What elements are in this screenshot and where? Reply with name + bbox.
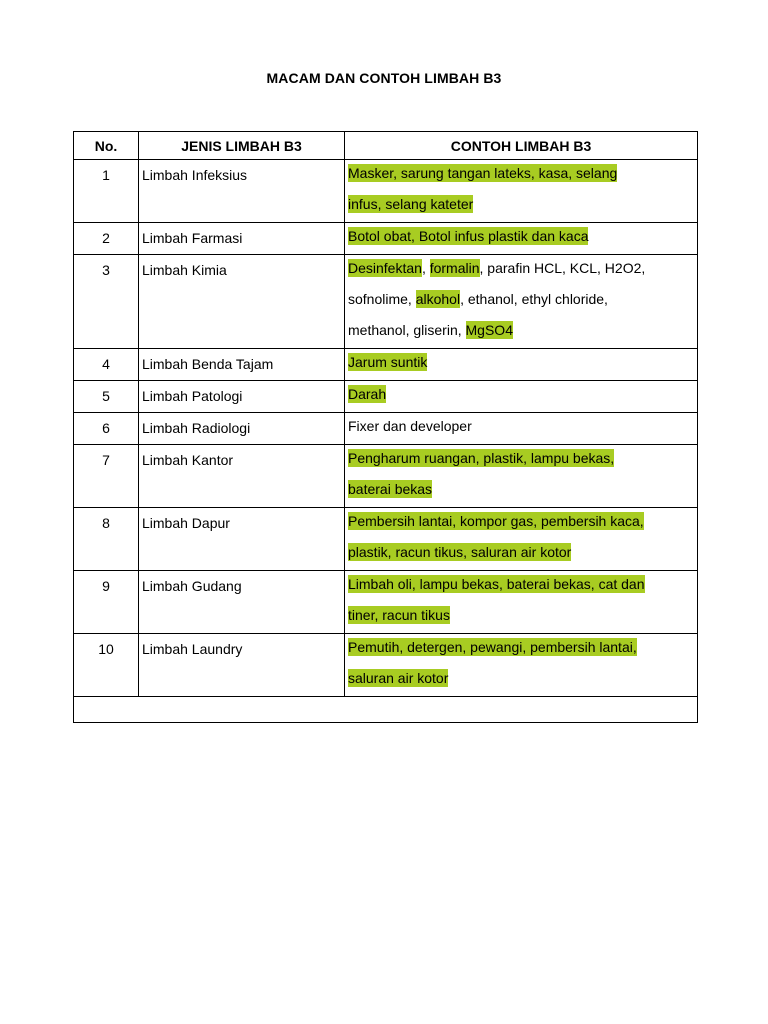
header-jenis-limbah: JENIS LIMBAH B3	[139, 132, 345, 160]
table-row	[74, 508, 698, 571]
cell-no: 2	[74, 223, 139, 255]
table-header-row	[74, 132, 698, 160]
table-row	[74, 413, 698, 445]
cell-no: 8	[74, 508, 139, 571]
cell-jenis-limbah: Limbah Laundry	[139, 634, 345, 697]
plain-text: methanol, gliserin,	[348, 322, 466, 338]
highlighted-text: Limbah oli, lampu bekas, baterai bekas, cat dan	[348, 576, 645, 592]
highlighted-text: Masker, sarung tangan lateks, kasa, selang	[348, 165, 618, 181]
cell-contoh-limbah	[345, 160, 698, 223]
empty-cell	[74, 697, 698, 723]
cell-jenis-limbah: Limbah Benda Tajam	[139, 349, 345, 381]
cell-contoh-limbah	[345, 349, 698, 381]
table-row	[74, 445, 698, 508]
highlighted-text: infus, selang kateter	[348, 196, 474, 212]
table-row	[74, 223, 698, 255]
cell-no: 10	[74, 634, 139, 697]
cell-contoh-limbah	[345, 634, 698, 697]
highlighted-text: Darah	[348, 386, 387, 402]
highlighted-text: plastik, racun tikus, saluran air kotor	[348, 544, 572, 560]
contoh-line	[348, 508, 694, 539]
cell-no: 6	[74, 413, 139, 445]
cell-jenis-limbah: Limbah Infeksius	[139, 160, 345, 223]
cell-no: 5	[74, 381, 139, 413]
table-body	[74, 160, 698, 723]
cell-no: 3	[74, 255, 139, 349]
cell-contoh-limbah	[345, 255, 698, 349]
contoh-line	[348, 381, 694, 407]
cell-jenis-limbah: Limbah Kantor	[139, 445, 345, 508]
contoh-line	[348, 571, 694, 602]
cell-contoh-limbah	[345, 381, 698, 413]
highlighted-text: Jarum suntik	[348, 354, 428, 370]
table-row	[74, 634, 698, 697]
table-row	[74, 160, 698, 223]
highlighted-text: Pemutih, detergen, pewangi, pembersih lantai,	[348, 639, 637, 655]
table-row	[74, 381, 698, 413]
contoh-line	[348, 191, 694, 222]
highlighted-text: Botol obat, Botol infus plastik dan kaca	[348, 228, 589, 244]
highlighted-text: baterai bekas	[348, 481, 433, 497]
highlighted-text: MgSO4	[465, 322, 513, 338]
cell-contoh-limbah	[345, 571, 698, 634]
table-row	[74, 255, 698, 349]
header-contoh-limbah: CONTOH LIMBAH B3	[345, 132, 698, 160]
cell-jenis-limbah: Limbah Kimia	[139, 255, 345, 349]
highlighted-text: formalin	[429, 260, 480, 276]
cell-contoh-limbah	[345, 445, 698, 508]
cell-jenis-limbah: Limbah Dapur	[139, 508, 345, 571]
contoh-line	[348, 286, 694, 317]
cell-contoh-limbah	[345, 413, 698, 445]
contoh-line	[348, 317, 694, 348]
contoh-line	[348, 539, 694, 570]
document-title: MACAM DAN CONTOH LIMBAH B3	[266, 70, 502, 86]
contoh-line	[348, 160, 694, 191]
cell-contoh-limbah	[345, 508, 698, 571]
contoh-line	[348, 634, 694, 665]
cell-jenis-limbah: Limbah Farmasi	[139, 223, 345, 255]
table-row	[74, 571, 698, 634]
highlighted-text: tiner, racun tikus	[348, 607, 450, 623]
contoh-line	[348, 476, 694, 507]
highlighted-text: Pembersih lantai, kompor gas, pembersih kaca,	[348, 513, 644, 529]
cell-no: 1	[74, 160, 139, 223]
contoh-line	[348, 349, 694, 375]
plain-text: Fixer dan developer	[348, 418, 472, 434]
contoh-line	[348, 445, 694, 476]
header-no: No.	[74, 132, 139, 160]
plain-text: , ethanol, ethyl chloride,	[460, 291, 608, 307]
contoh-line	[348, 255, 694, 286]
highlighted-text: alkohol	[415, 291, 461, 307]
cell-jenis-limbah: Limbah Gudang	[139, 571, 345, 634]
cell-no: 9	[74, 571, 139, 634]
plain-text: , parafin HCL, KCL, H2O2,	[479, 260, 646, 276]
highlighted-text: saluran air kotor	[348, 670, 449, 686]
cell-jenis-limbah: Limbah Radiologi	[139, 413, 345, 445]
highlighted-text: Pengharum ruangan, plastik, lampu bekas,	[348, 450, 615, 466]
cell-no: 4	[74, 349, 139, 381]
contoh-line	[348, 602, 694, 633]
highlighted-text: Desinfektan	[348, 260, 422, 276]
contoh-line	[348, 223, 694, 249]
table-row	[74, 349, 698, 381]
cell-contoh-limbah	[345, 223, 698, 255]
empty-row	[74, 697, 698, 723]
plain-text: sofnolime,	[348, 291, 416, 307]
contoh-line	[348, 413, 694, 439]
cell-jenis-limbah: Limbah Patologi	[139, 381, 345, 413]
cell-no: 7	[74, 445, 139, 508]
plain-text: ,	[421, 260, 430, 276]
limbah-table	[73, 131, 698, 723]
contoh-line	[348, 665, 694, 696]
